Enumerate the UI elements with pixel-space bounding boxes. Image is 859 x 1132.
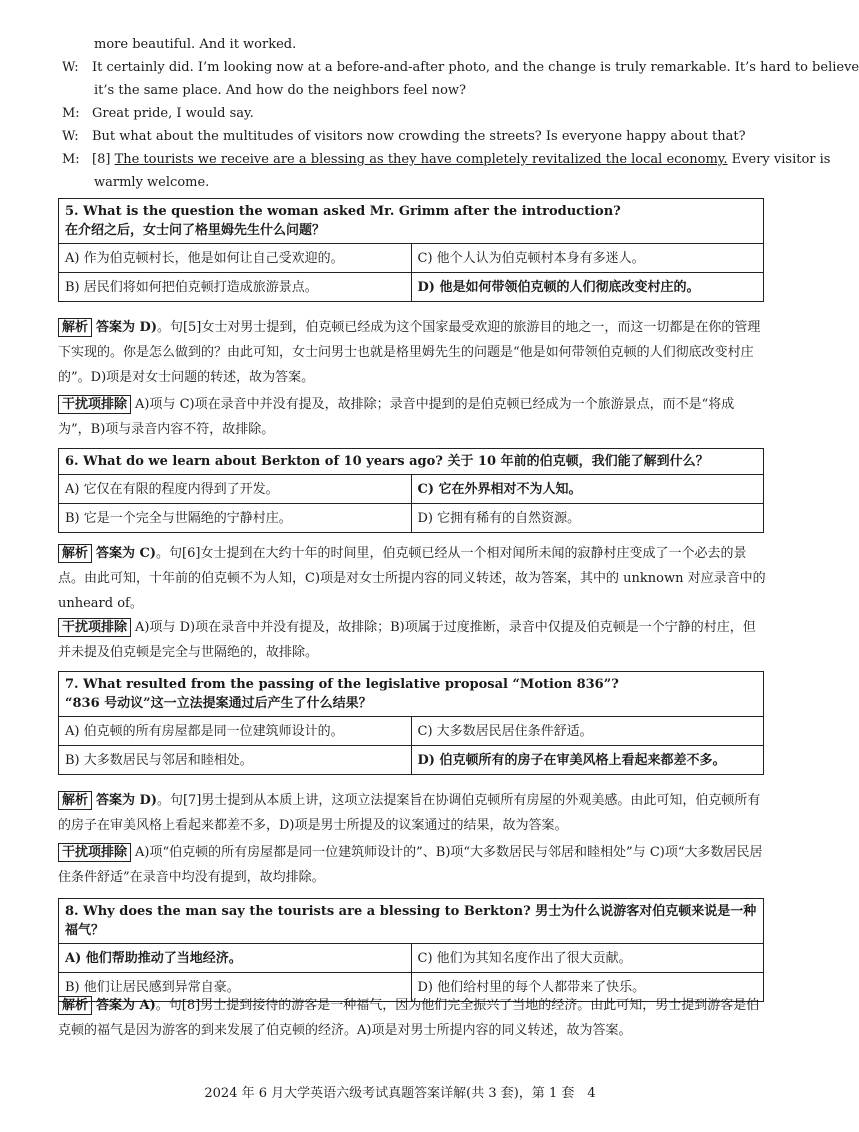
option-a: A) 它仅在有限的程度内得到了开发。 [59, 475, 412, 504]
option-d: D) 它拥有稀有的自然资源。 [411, 504, 764, 533]
option-a: A) 作为伯克顿村长，他是如何让自己受欢迎的。 [59, 244, 412, 273]
distractor-tag: 干扰项排除 [58, 395, 131, 414]
dialogue-line: M: [8] The tourists we receive are a blessing as they have completely revitalized the local economy. Every visitor is [62, 152, 831, 167]
answer-label: 答案为 D) [96, 793, 157, 808]
option-b: B) 他们让居民感到异常自豪。 [59, 973, 412, 1002]
analysis-tag: 解析 [58, 996, 92, 1015]
distractor-tag: 干扰项排除 [58, 843, 131, 862]
page-footer: 2024 年 6 月大学英语六级考试真题答案详解(共 3 套)，第 1 套 4 [204, 1086, 596, 1101]
question-6-analysis: 解析 答案为 C)。句[6]女士提到在大约十年的时间里，伯克顿已经从一个相对闻所未闻的寂静村庄变成了一个必去的景点。由此可知，十年前的伯克顿不为人知，C)项是对女士所提内容的同义转述，故为答案，其中的 unknown 对应录音中的 unheard of。 [58, 546, 766, 611]
analysis-tag: 解析 [58, 791, 92, 810]
speaker-label: M: [62, 152, 80, 167]
speaker-label: M: [62, 106, 80, 121]
question-8-stem: 8. Why does the man say the tourists are a blessing to Berkton? 男士为什么说游客对伯克顿来说是一种福气？ [59, 899, 764, 944]
option-a: A) 伯克顿的所有房屋都是同一位建筑师设计的。 [59, 717, 412, 746]
question-7-stem: 7. What resulted from the passing of the legislative proposal “Motion 836”? “836 号动议”这一立法提案通过后产生了什么结果？ [59, 672, 764, 717]
question-8-table [58, 898, 764, 1002]
question-7-distractor: 干扰项排除 A)项“伯克顿的所有房屋都是同一位建筑师设计的”、B)项“大多数居民与邻居和睦相处”与 C)项“大多数居民居住条件舒适”在录音中均没有提到，故均排除。 [58, 845, 763, 885]
dialogue-line: it’s the same place. And how do the neighbors feel now? [94, 83, 467, 98]
answer-label: 答案为 D) [96, 320, 157, 335]
question-5-stem: 5. What is the question the woman asked Mr. Grimm after the introduction? 在介绍之后，女士问了格里姆先生什么问题？ [59, 199, 764, 244]
dialogue-line: W: It certainly did. I’m looking now at a before-and-after photo, and the change is truly remarkable. It’s hard to believe [62, 60, 859, 75]
sentence-mark: [8] [92, 152, 111, 167]
distractor-tag: 干扰项排除 [58, 618, 131, 637]
question-6-stem: 6. What do we learn about Berkton of 10 years ago? 关于 10 年前的伯克顿，我们能了解到什么？ [59, 449, 764, 475]
question-5-analysis: 解析 答案为 D)。句[5]女士对男士提到，伯克顿已经成为这个国家最受欢迎的旅游目的地之一，而这一切都是在你的管理下实现的。你是怎么做到的？由此可知，女士问男士也就是格里姆先生的问题是“他是如何带领伯克顿的人们彻底改变村庄的”。D)项是对女士问题的转述，故为答案。 [58, 320, 761, 385]
dialogue-line: warmly welcome. [94, 175, 210, 190]
dialogue-line: M: Great pride, I would say. [62, 106, 254, 121]
option-a: A) 他们帮助推动了当地经济。 [59, 944, 412, 973]
speaker-label: W: [62, 129, 79, 144]
option-c: C) 他个人认为伯克顿村本身有多迷人。 [411, 244, 764, 273]
option-b: B) 它是一个完全与世隔绝的宁静村庄。 [59, 504, 412, 533]
question-6-table [58, 448, 764, 533]
option-d: D) 他们给村里的每个人都带来了快乐。 [411, 973, 764, 1002]
option-b: B) 居民们将如何把伯克顿打造成旅游景点。 [59, 273, 412, 302]
key-sentence: The tourists we receive are a blessing as they have completely revitalized the local economy. [114, 152, 728, 167]
question-8-analysis: 解析 答案为 A)。句[8]男士提到接待的游客是一种福气，因为他们完全振兴了当地的经济。由此可知，男士提到游客是伯克顿的福气是因为游客的到来发展了伯克顿的经济。A)项是对男士所提内容的同义转述，故为答案。 [58, 998, 760, 1038]
option-c: C) 他们为其知名度作出了很大贡献。 [411, 944, 764, 973]
option-d: D) 伯克顿所有的房子在审美风格上看起来都差不多。 [411, 746, 764, 775]
analysis-tag: 解析 [58, 544, 92, 563]
option-c: C) 它在外界相对不为人知。 [411, 475, 764, 504]
question-7-analysis: 解析 答案为 D)。句[7]男士提到从本质上讲，这项立法提案旨在协调伯克顿所有房屋的外观美感。由此可知，伯克顿所有的房子在审美风格上看起来都差不多，D)项是男士所提及的议案通过的结果，故为答案。 [58, 793, 761, 833]
answer-label: 答案为 C) [96, 546, 157, 561]
dialogue-line: W: But what about the multitudes of visitors now crowding the streets? Is everyone happy about that? [62, 129, 746, 144]
question-7-table [58, 671, 764, 775]
speaker-label: W: [62, 60, 79, 75]
option-b: B) 大多数居民与邻居和睦相处。 [59, 746, 412, 775]
analysis-tag: 解析 [58, 318, 92, 337]
question-5-distractor: 干扰项排除 A)项与 C)项在录音中并没有提及，故排除；录音中提到的是伯克顿已经成为一个旅游景点，而不是“将成为”，B)项与录音内容不符，故排除。 [58, 397, 735, 437]
option-d: D) 他是如何带领伯克顿的人们彻底改变村庄的。 [411, 273, 764, 302]
option-c: C) 大多数居民居住条件舒适。 [411, 717, 764, 746]
answer-label: 答案为 A) [96, 998, 156, 1013]
dialogue-line: more beautiful. And it worked. [94, 37, 297, 52]
question-5-table [58, 198, 764, 302]
question-6-distractor: 干扰项排除 A)项与 D)项在录音中并没有提及，故排除；B)项属于过度推断，录音中仅提及伯克顿是一个宁静的村庄，但并未提及伯克顿是完全与世隔绝的，故排除。 [58, 620, 756, 660]
